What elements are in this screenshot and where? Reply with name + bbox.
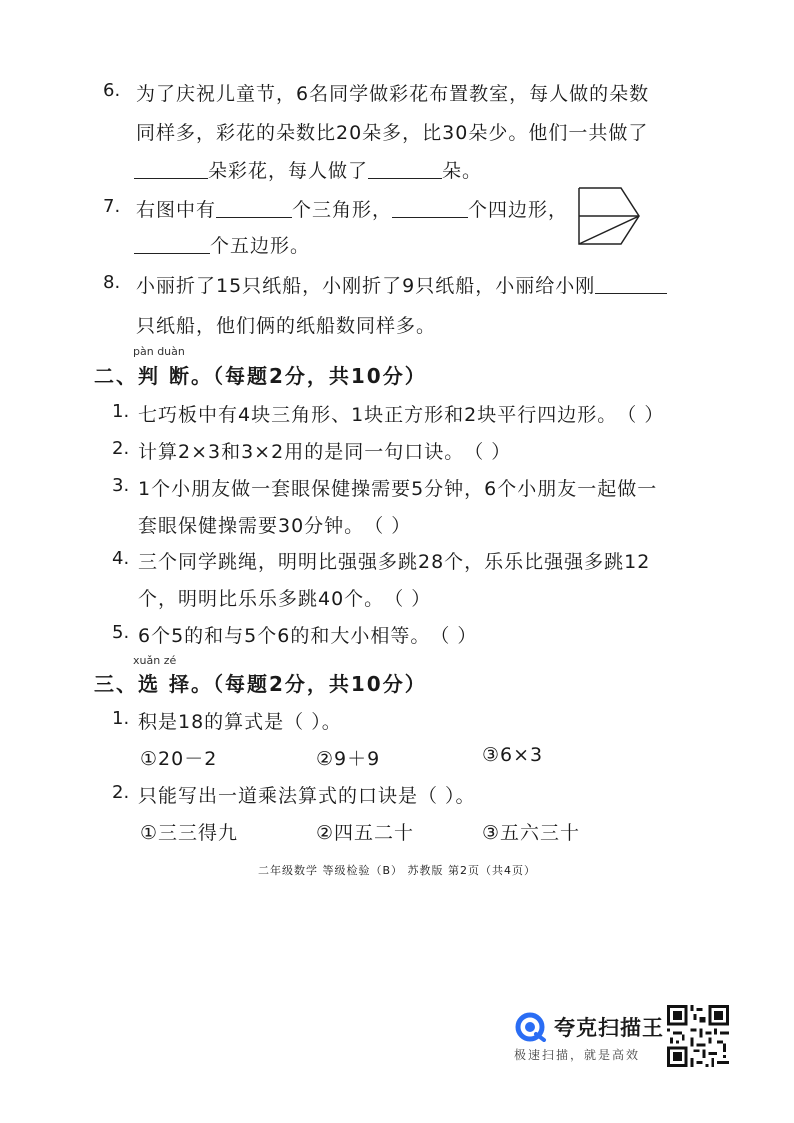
qr-code-icon — [667, 1005, 729, 1067]
section-heading: 三、选 择。（每题2分，共10分） — [94, 672, 427, 696]
question-number: 3. — [112, 475, 130, 496]
option-1[interactable]: ①三三得九 — [140, 822, 239, 844]
question-number: 4. — [112, 548, 130, 569]
option-3[interactable]: ③6×3 — [482, 744, 544, 766]
question-text-row: 朵彩花，每人做了 朵。 — [134, 156, 482, 183]
question-text-row: 6个5的和与5个6的和大小相等。（ ） — [138, 621, 477, 648]
answer-parentheses[interactable]: （ ） — [617, 404, 665, 426]
question-number: 6. — [103, 80, 121, 101]
question-number: 1. — [112, 708, 130, 729]
question-text: 为了庆祝儿童节，6名同学做彩花布置教室，每人做的朵数 — [136, 83, 650, 105]
question-number: 1. — [112, 401, 130, 422]
question-text-row: 七巧板中有4块三角形、1块正方形和2块平行四边形。（ ） — [138, 400, 664, 427]
page-footer: 二年级数学 等级检验（B） 苏教版 第2页（共4页） — [257, 864, 537, 877]
scanner-slogan: 极速扫描，就是高效 — [514, 1048, 641, 1062]
quark-logo-icon — [514, 1012, 548, 1042]
question-number: 2. — [112, 782, 130, 803]
option-3[interactable]: ③五六三十 — [482, 822, 581, 844]
answer-blank[interactable] — [595, 275, 667, 294]
answer-parentheses[interactable]: （ ） — [384, 588, 432, 610]
question-text: 积是18的算式是（ ）。 — [138, 711, 342, 733]
option-1[interactable]: ①20－2 — [140, 748, 218, 770]
question-number: 2. — [112, 438, 130, 459]
question-text-row: 个五边形。 — [134, 231, 310, 258]
answer-parentheses[interactable]: （ ） — [364, 515, 412, 537]
option-2[interactable]: ②四五二十 — [316, 822, 415, 844]
question-number: 8. — [103, 272, 121, 293]
question-text-row: 右图中有 个三角形， 个四边形， — [136, 199, 569, 221]
answer-parentheses[interactable]: （ ） — [464, 441, 512, 463]
question-text: 同样多，彩花的朵数比20朵多，比30朵少。他们一共做了 — [136, 122, 649, 144]
question-number: 5. — [112, 622, 130, 643]
answer-blank[interactable] — [134, 235, 210, 254]
scanner-brand-name: 夸克扫描王 — [554, 1016, 664, 1040]
answer-blank[interactable] — [368, 160, 442, 179]
geometry-figure — [577, 186, 641, 246]
question-text: 只能写出一道乘法算式的口诀是（ ）。 — [138, 785, 476, 807]
question-text-row: 小丽折了15只纸船，小刚折了9只纸船，小丽给小刚 — [136, 271, 667, 298]
question-text-row: 个，明明比乐乐多跳40个。（ ） — [138, 584, 431, 611]
answer-parentheses[interactable]: （ ） — [430, 625, 478, 647]
question-text-row: 计算2×3和3×2用的是同一句口诀。（ ） — [138, 437, 511, 464]
question-text: 三个同学跳绳，明明比强强多跳28个，乐乐比强强多跳12 — [138, 551, 651, 573]
question-text: 1个小朋友做一套眼保健操需要5分钟，6个小朋友一起做一 — [138, 478, 658, 500]
answer-blank[interactable] — [392, 199, 468, 218]
answer-blank[interactable] — [216, 199, 292, 218]
answer-blank[interactable] — [134, 160, 208, 179]
pinyin-annotation: pàn duàn — [133, 345, 185, 358]
pinyin-annotation: xuǎn zé — [133, 654, 177, 667]
question-text: 只纸船，他们俩的纸船数同样多。 — [136, 315, 437, 337]
section-heading: 二、判 断。（每题2分，共10分） — [94, 364, 427, 388]
option-2[interactable]: ②9＋9 — [316, 748, 381, 770]
question-number: 7. — [103, 196, 121, 217]
question-text-row: 套眼保健操需要30分钟。（ ） — [138, 511, 411, 538]
